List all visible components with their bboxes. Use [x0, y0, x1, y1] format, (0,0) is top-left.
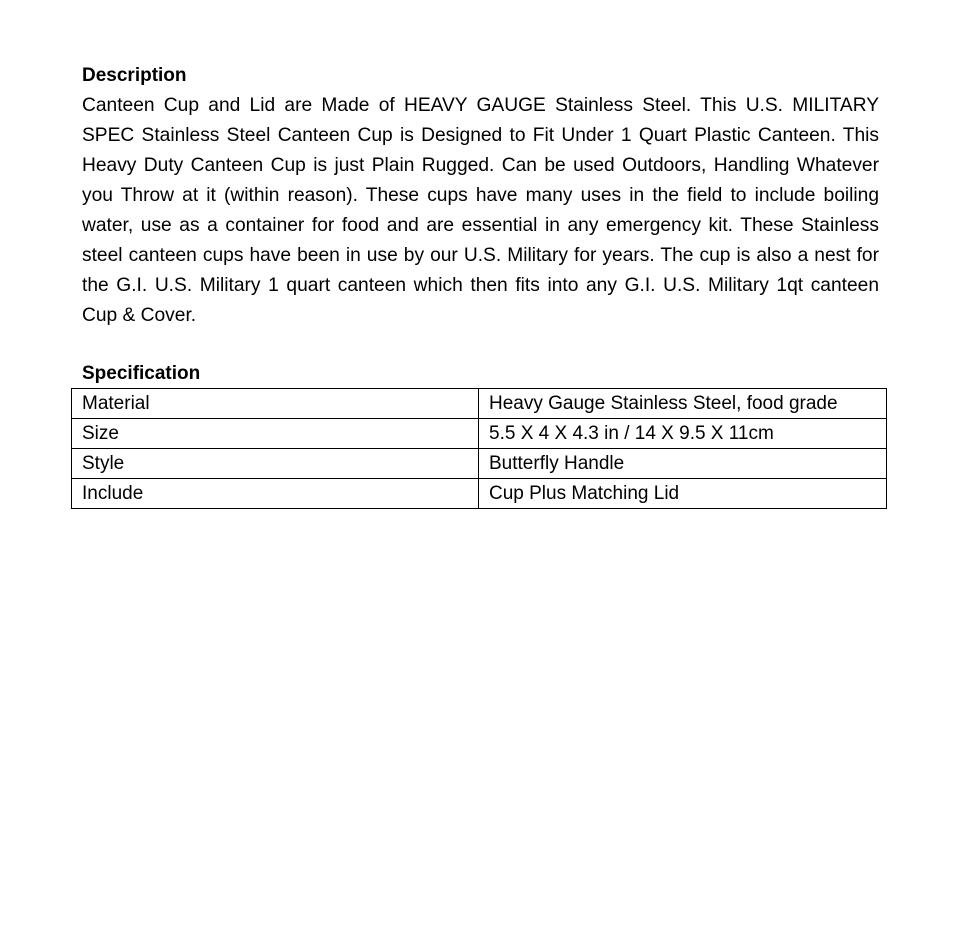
table-row [72, 389, 887, 419]
specification-table [71, 388, 887, 509]
spec-label-include: Include [72, 479, 479, 509]
description-text: Canteen Cup and Lid are Made of HEAVY GAUGE Stainless Steel. This U.S. MILITARY SPEC Stainless Steel Canteen Cup is Designed to Fit Under 1 Quart Plastic Canteen. This Heavy Duty Canteen Cup is just Plain Rugged. Can be used Outdoors, Handling Whatever you Throw at it (within reason). These cups have many uses in the field to include boiling water, use as a container for food and are essential in any emergency kit. These Stainless steel canteen cups have been in use by our U.S. Military for years. The cup is also a nest for the G.I. U.S. Military 1 quart canteen which then fits into any G.I. U.S. Military 1qt canteen Cup & Cover. [82, 95, 879, 326]
spec-label-size: Size [72, 419, 479, 449]
table-row [72, 419, 887, 449]
spec-label-material: Material [72, 389, 479, 419]
spec-value-style: Butterfly Handle [479, 449, 887, 479]
spec-value-include: Cup Plus Matching Lid [479, 479, 887, 509]
table-row [72, 479, 887, 509]
spec-value-material: Heavy Gauge Stainless Steel, food grade [479, 389, 887, 419]
spec-label-style: Style [72, 449, 479, 479]
description-heading: Description [82, 65, 187, 86]
spec-value-size: 5.5 X 4 X 4.3 in / 14 X 9.5 X 11cm [479, 419, 887, 449]
table-row [72, 449, 887, 479]
specification-heading: Specification [82, 363, 201, 384]
